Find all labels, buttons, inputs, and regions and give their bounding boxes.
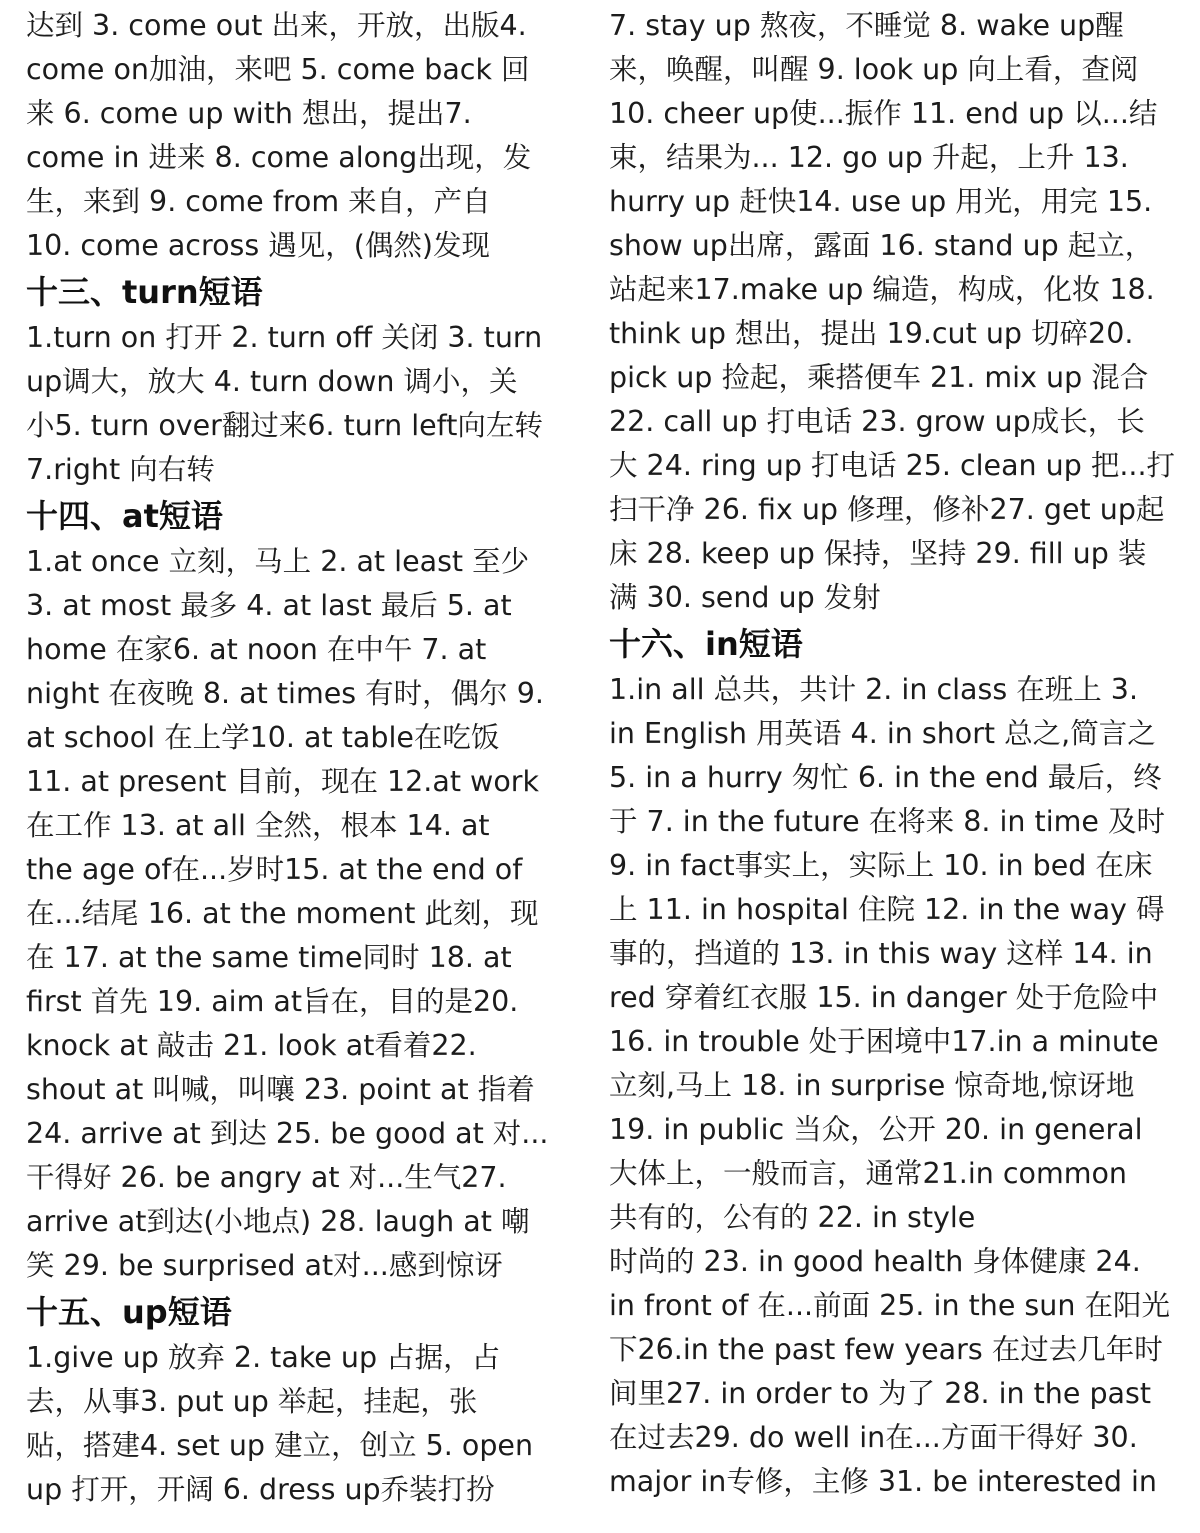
text-line: 在过去29. do well in在...方面干得好 30. <box>609 1421 1138 1454</box>
text-line: 时尚的 23. in good health 身体健康 24. <box>609 1245 1141 1278</box>
text-line: 下26.in the past few years 在过去几年时 <box>609 1333 1163 1366</box>
text-line: 贴，搭建4. set up 建立，创立 5. open <box>26 1429 534 1462</box>
come-phrases-continued <box>26 4 586 268</box>
text-line: 笑 29. be surprised at对...感到惊讶 <box>26 1249 503 1282</box>
left-column <box>26 4 586 1512</box>
section-heading-in: 十六、in短语 <box>609 625 803 663</box>
text-line: 达到 3. come out 出来，开放，出版4. <box>26 9 527 42</box>
text-line: show up出席，露面 16. stand up 起立， <box>609 229 1154 262</box>
text-line: 1.give up 放弃 2. take up 占据，占 <box>26 1341 501 1374</box>
text-line: 间里27. in order to 为了 28. in the past <box>609 1377 1152 1410</box>
text-line: red 穿着红衣服 15. in danger 处于危险中 <box>609 981 1159 1014</box>
text-line: 大 24. ring up 打电话 25. clean up 把...打 <box>609 449 1176 482</box>
text-line: 3. at most 最多 4. at last 最后 5. at <box>26 589 512 622</box>
text-line: 站起来17.make up 编造，构成，化妆 18. <box>609 273 1155 306</box>
section-heading-at: 十四、at短语 <box>26 497 223 535</box>
text-line: 于 7. in the future 在将来 8. in time 及时 <box>609 805 1166 838</box>
text-line: 小5. turn over翻过来6. turn left向左转 <box>26 409 543 442</box>
text-line: 事的，挡道的 13. in this way 这样 14. in <box>609 937 1153 970</box>
section-heading-up: 十五、up短语 <box>26 1293 232 1331</box>
text-line: up 打开，开阔 6. dress up乔装打扮 <box>26 1473 495 1506</box>
text-line: in front of 在...前面 25. in the sun 在阳光 <box>609 1289 1170 1322</box>
section-heading-turn: 十三、turn短语 <box>26 273 263 311</box>
text-line: 上 11. in hospital 住院 12. in the way 碍 <box>609 893 1165 926</box>
text-line: 生，来到 9. come from 来自，产自 <box>26 185 491 218</box>
turn-phrases <box>26 316 586 492</box>
text-line: 来 6. come up with 想出，提出7. <box>26 97 472 130</box>
text-line: in English 用英语 4. in short 总之,简言之 <box>609 717 1156 750</box>
text-line: night 在夜晚 8. at times 有时，偶尔 9. <box>26 677 544 710</box>
text-line: 去，从事3. put up 举起，挂起，张 <box>26 1385 478 1418</box>
text-line: 5. in a hurry 匆忙 6. in the end 最后，终 <box>609 761 1162 794</box>
text-line: 10. come across 遇见，(偶然)发现 <box>26 229 491 262</box>
text-line: 1.in all 总共，共计 2. in class 在班上 3. <box>609 673 1139 706</box>
text-line: pick up 捡起，乘搭便车 21. mix up 混合 <box>609 361 1149 394</box>
text-line: 扫干净 26. fix up 修理，修补27. get up起 <box>609 493 1165 526</box>
text-line: 来，唤醒，叫醒 9. look up 向上看，查阅 <box>609 53 1139 86</box>
text-line: 22. call up 打电话 23. grow up成长，长 <box>609 405 1145 438</box>
text-line: think up 想出，提出 19.cut up 切碎20. <box>609 317 1134 350</box>
text-line: 7. stay up 熬夜，不睡觉 8. wake up醒 <box>609 9 1124 42</box>
text-line: 16. in trouble 处于困境中17.in a minute <box>609 1025 1159 1058</box>
text-line: arrive at到达(小地点) 28. laugh at 嘲 <box>26 1205 530 1238</box>
text-line: at school 在上学10. at table在吃饭 <box>26 721 500 754</box>
text-line: 立刻,马上 18. in surprise 惊奇地,惊讶地 <box>609 1069 1135 1102</box>
text-line: 24. arrive at 到达 25. be good at 对... <box>26 1117 549 1150</box>
text-line: 7.right 向右转 <box>26 453 215 486</box>
right-column <box>609 4 1189 1504</box>
text-line: up调大，放大 4. turn down 调小，关 <box>26 365 518 398</box>
text-line: 共有的，公有的 22. in style <box>609 1201 976 1234</box>
text-line: come in 进来 8. come along出现，发 <box>26 141 532 174</box>
up-phrases-part2 <box>609 4 1189 620</box>
text-line: major in专修，主修 31. be interested in <box>609 1465 1157 1498</box>
text-line: shout at 叫喊，叫嚷 23. point at 指着 <box>26 1073 535 1106</box>
text-line: 1.at once 立刻，马上 2. at least 至少 <box>26 545 530 578</box>
text-line: 11. at present 目前，现在 12.at work <box>26 765 540 798</box>
text-line: hurry up 赶快14. use up 用光，用完 15. <box>609 185 1153 218</box>
text-line: 床 28. keep up 保持，坚持 29. fill up 装 <box>609 537 1147 570</box>
at-phrases <box>26 540 586 1288</box>
text-line: home 在家6. at noon 在中午 7. at <box>26 633 487 666</box>
text-line: 在 17. at the same time同时 18. at <box>26 941 512 974</box>
text-line: 大体上，一般而言，通常21.in common <box>609 1157 1127 1190</box>
text-line: 10. cheer up使...振作 11. end up 以...结 <box>609 97 1158 130</box>
text-line: first 首先 19. aim at旨在，目的是20. <box>26 985 519 1018</box>
text-line: 9. in fact事实上，实际上 10. in bed 在床 <box>609 849 1153 882</box>
text-line: 19. in public 当众，公开 20. in general <box>609 1113 1143 1146</box>
text-line: knock at 敲击 21. look at看着22. <box>26 1029 477 1062</box>
text-line: 在工作 13. at all 全然，根本 14. at <box>26 809 490 842</box>
up-phrases-part1 <box>26 1336 586 1512</box>
text-line: come on加油，来吧 5. come back 回 <box>26 53 530 86</box>
text-line: 1.turn on 打开 2. turn off 关闭 3. turn <box>26 321 543 354</box>
text-line: 满 30. send up 发射 <box>609 581 881 614</box>
in-phrases <box>609 668 1189 1504</box>
text-line: the age of在...岁时15. at the end of <box>26 853 523 886</box>
text-line: 束，结果为... 12. go up 升起，上升 13. <box>609 141 1129 174</box>
text-line: 在...结尾 16. at the moment 此刻，现 <box>26 897 539 930</box>
text-line: 干得好 26. be angry at 对...生气27. <box>26 1161 507 1194</box>
